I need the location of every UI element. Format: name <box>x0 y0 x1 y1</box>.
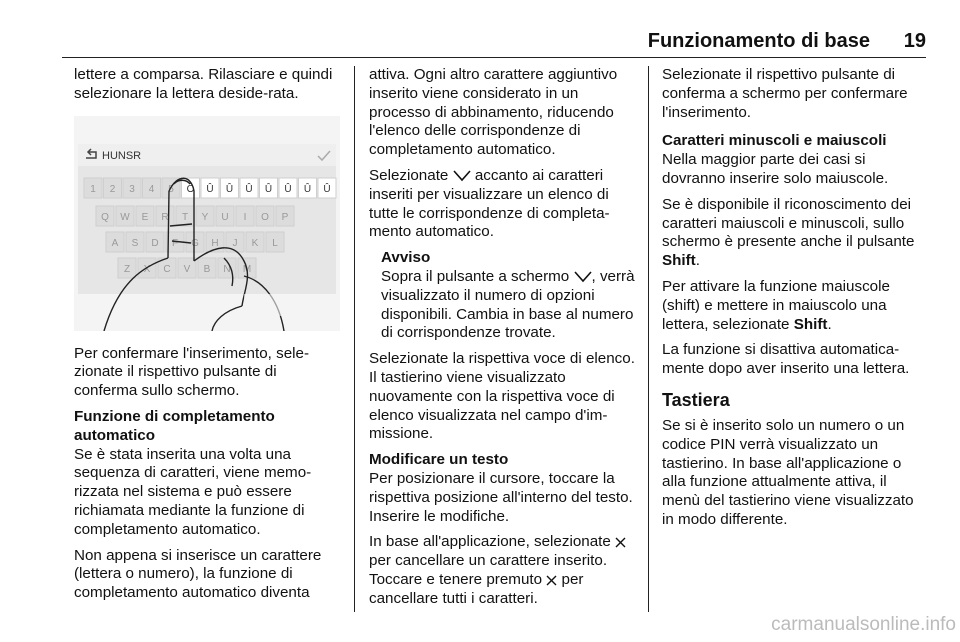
keyboard-key-label: Û <box>284 183 292 195</box>
keyboard-key-label: Z <box>123 263 131 275</box>
keyboard-key-label: S <box>131 237 139 249</box>
text-span: . <box>695 252 700 270</box>
keyboard-key-label: X <box>143 263 151 275</box>
chevron-down-icon <box>453 170 471 182</box>
keyboard-key-label: W <box>120 211 130 223</box>
text-span: Selezionate <box>369 166 449 184</box>
text-span: Se è disponibile il riconoscimento dei caratteri maiuscoli e minuscoli, sullo schermo è presente anche il pulsante <box>662 195 915 251</box>
keyboard-key-label: F <box>171 237 179 249</box>
text-span: . <box>827 315 832 333</box>
keyboard-key-label: 2 <box>109 183 116 195</box>
subheading-edit-text: Modificare un testo <box>369 451 509 469</box>
keyboard-key-label: R <box>161 211 169 223</box>
keyboard-key-label: Û <box>245 183 253 195</box>
keyboard-key-label: Ô <box>186 183 195 195</box>
paragraph: Se si è inserito solo un numero o un codice PIN verrà visualizzato un tastierino. In base all'applicazione o alla funzione attualmente attiva, il menù del tastierino viene visualizzato in modo differente. <box>662 416 914 528</box>
column-divider-left <box>354 66 355 612</box>
close-x-icon <box>615 537 626 548</box>
shift-label: Shift <box>793 315 828 333</box>
keyboard-key-label: G <box>191 237 199 249</box>
keyboard-key-label: L <box>272 237 278 249</box>
text-span: accanto ai caratteri inseriti per visualizzare un elenco di tutte le corrispondenze di completa-mento automatico. <box>369 166 610 241</box>
paragraph: Selezionate la rispettiva voce di elenco. Il tastierino viene visualizzato nuovamente con la rispettiva voce di elenco visualizzata nel campo d'im-missione. <box>369 350 635 443</box>
subheading-autocomplete: Funzione di completamento automatico <box>74 407 275 444</box>
paragraph <box>369 167 635 242</box>
keyboard-key-label: Û <box>225 183 234 195</box>
keyboard-key-label: P <box>281 211 289 223</box>
text-span: , verrà visualizzato il numero di opzioni disponibili. Cambia in base al numero di corrispondenze trovate. <box>381 267 635 342</box>
keyboard-key-label: U <box>221 211 229 223</box>
paragraph: attiva. Ogni altro carattere aggiuntivo inserito viene considerato in un processo di abbinamento, riducendo l'elenco delle corrispondenze di completamento automatico. <box>369 66 618 159</box>
paragraph: Se è stata inserita una volta una sequenza di caratteri, viene memo-rizzata nel sistema e può essere richiamata mediante la funzione di completamento automatico. <box>74 445 312 538</box>
paragraph: Nella maggior parte dei casi si dovranno inserire solo maiuscole. <box>662 151 889 187</box>
keyboard-key-label: H <box>211 237 219 249</box>
keyboard-input-text: HUNSR <box>102 149 142 162</box>
paragraph: lettere a comparsa. Rilasciare e quindi selezionare la lettera deside-rata. <box>74 66 333 102</box>
keyboard-key-label: V <box>183 263 191 275</box>
keyboard-illustration <box>74 116 340 331</box>
keyboard-key-label: O <box>261 211 269 223</box>
keyboard-key-label: Û <box>264 183 273 195</box>
paragraph <box>369 533 635 608</box>
page-number: 19 <box>903 30 926 52</box>
text-span: per cancellare tutti i caratteri. <box>369 570 584 607</box>
keyboard-key-label: I <box>243 211 247 223</box>
keyboard-key-label: J <box>232 237 238 249</box>
column-2 <box>369 66 635 616</box>
keyboard-key-label: 3 <box>129 183 135 195</box>
paragraph: Per posizionare il cursore, toccare la rispettiva posizione all'interno del testo. Inserire le modifiche. <box>369 469 633 525</box>
section-title-keyboard: Tastiera <box>662 389 730 410</box>
keyboard-key-label: Û <box>206 183 214 195</box>
keyboard-key-label: T <box>181 211 189 223</box>
watermark: carmanualsonline.info <box>771 614 956 635</box>
column-divider-right <box>648 66 649 612</box>
keyboard-key-label: D <box>151 237 159 249</box>
paragraph: Selezionate il rispettivo pulsante di conferma a schermo per confermare l'inserimento. <box>662 66 908 121</box>
keyboard-key-label: C <box>163 263 171 275</box>
header-rule <box>62 57 926 58</box>
keyboard-key-label: 1 <box>90 183 96 195</box>
keyboard-key-label: K <box>251 237 259 249</box>
close-x-icon <box>546 575 557 586</box>
keyboard-key-label: E <box>141 211 149 223</box>
keyboard-key-label: B <box>203 263 211 275</box>
keyboard-key-label: Y <box>201 211 209 223</box>
keyboard-key-label: Û <box>323 183 331 195</box>
paragraph: La funzione si disattiva automatica-mente dopo aver inserito una lettera. <box>662 341 910 378</box>
shift-label: Shift <box>662 252 696 270</box>
paragraph <box>662 278 928 334</box>
column-3 <box>662 66 928 537</box>
paragraph: Non appena si inserisce un carattere (lettera o numero), la funzione di completamento automatico diventa <box>74 546 322 602</box>
text-span: In base all'applicazione, selezionate <box>369 533 611 551</box>
paragraph: Per confermare l'inserimento, sele-zionate il rispettivo pulsante di conferma sullo schermo. <box>74 344 310 400</box>
keyboard-key-label: Q <box>101 211 109 223</box>
keyboard-key-label: 4 <box>148 183 155 195</box>
keyboard-key-label: Û <box>303 183 312 195</box>
column-1 <box>74 66 344 610</box>
text-span: Per attivare la funzione maiuscole (shift) e mettere in maiuscolo una lettera, selezionate <box>662 277 890 333</box>
keyboard-key-label: 5 <box>168 183 174 195</box>
keyboard-key-label: N <box>223 263 231 275</box>
subheading-case: Caratteri minuscoli e maiuscoli <box>662 132 887 150</box>
note-title: Avviso <box>381 249 431 267</box>
paragraph <box>662 196 928 271</box>
page-header-title: Funzionamento di base <box>647 30 870 52</box>
text-span: Sopra il pulsante a schermo <box>381 267 570 285</box>
text-span: per cancellare un carattere inserito. Toccare e tenere premuto <box>369 552 608 588</box>
chevron-down-icon <box>574 271 592 283</box>
keyboard-key-label: M <box>242 263 252 275</box>
keyboard-key-label: A <box>111 237 119 249</box>
note-box <box>369 249 635 343</box>
